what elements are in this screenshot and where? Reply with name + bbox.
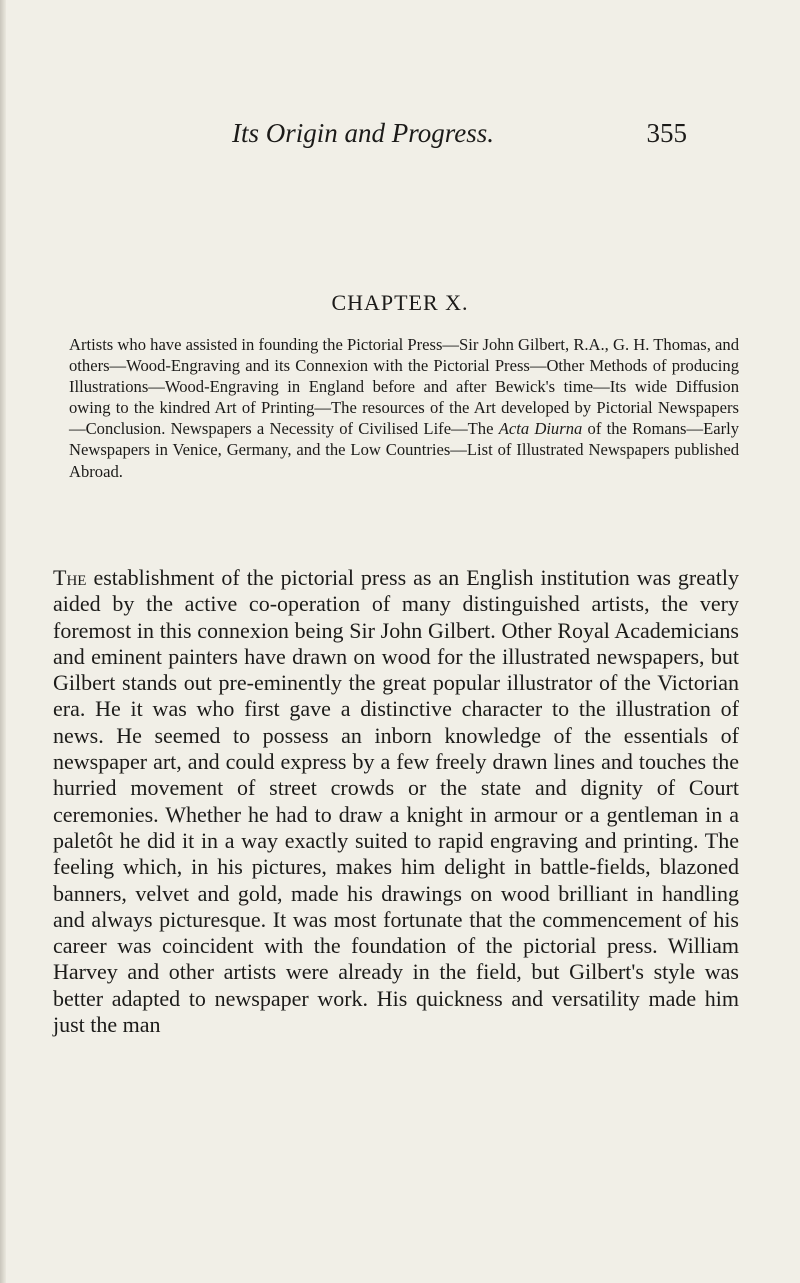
body-text: establishment of the pictorial press as an English institution was greatly aided by the active co-operation of many distinguished artists, the very foremost in this connexion being Sir John Gilbert. Other Royal Academicians and eminent painters have drawn on wood for the illustrated newspapers, but Gilbert stands out pre-eminently the great popular illustrator of the Victorian era. He it was who first gave a distinctive character to the illustration of news. He seemed to possess an inborn knowledge of the essentials of newspaper art, and could express by a few freely drawn lines and touches the hurried movement of street crowds or the state and dignity of Court ceremonies. Whether he had to draw a knight in armour or a gentleman in a paletôt he did it in a way exactly suited to rapid engraving and printing. The feeling which, in his pictures, makes him delight in battle-fields, blazoned banners, velvet and gold, made his drawings on wood brilliant in handling and always picturesque. It was most fortunate that the commencement of his career was coincident with the foundation of the pictorial press. William Harvey and other artists were already in the field, but Gilbert's style was better adapted to newspaper work. His quickness and versatility made him just the man <box>53 565 739 1038</box>
synopsis-text-part-1: Artists who have assisted in founding the Pictorial Press—Sir John Gilbert, R.A., G. H. Thomas, and others—Wood-Engraving and its Connexion with the Pictorial Press—Other Methods of producing Illustrations—Wood-Engraving in England before and after Bewick's time—Its wide Diffusion owing to the kindred Art of Printing—The resources of the Art developed by Pictorial Newspapers—Conclusion. Newspapers a Necessity of Civilised Life—The <box>69 335 739 439</box>
body-paragraph <box>53 565 739 1038</box>
opening-word: The <box>53 565 87 590</box>
synopsis-italic-title: Acta Diurna <box>498 419 583 439</box>
chapter-synopsis <box>69 334 739 482</box>
running-head <box>232 118 687 154</box>
synopsis-text-part-2: of the Romans—Early Newspapers in Venice, Germany, and the Low Countries—List of Illustrated Newspapers published Abroad. <box>69 419 739 481</box>
page-edge <box>0 0 6 1283</box>
page-number: 355 <box>646 118 687 148</box>
running-title: Its Origin and Progress. <box>232 118 495 148</box>
chapter-heading: CHAPTER X. <box>331 290 469 315</box>
